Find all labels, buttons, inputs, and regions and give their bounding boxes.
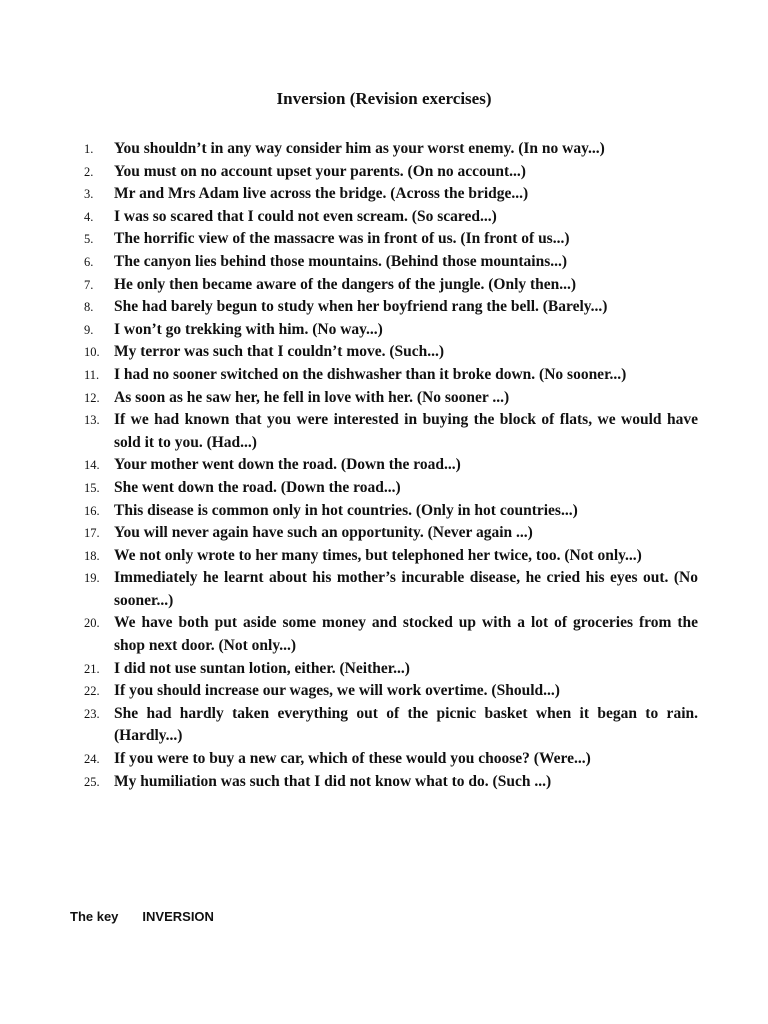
exercise-text: As soon as he saw her, he fell in love with her. (No sooner ...) xyxy=(114,388,510,406)
exercise-text: My terror was such that I couldn’t move. (Such...) xyxy=(114,343,445,361)
exercise-item xyxy=(84,771,698,794)
exercise-text: I won’t go trekking with him. (No way...) xyxy=(114,320,383,338)
exercise-text: If we had known that you were interested in buying the block of flats, we would have sold it to you. (Had...) xyxy=(114,411,698,451)
exercise-item xyxy=(84,567,698,612)
exercise-number: 4. xyxy=(84,209,94,224)
exercise-number: 20. xyxy=(84,616,100,631)
exercise-text: She had hardly taken everything out of the picnic basket when it began to rain. (Hardly...) xyxy=(114,704,698,745)
exercise-item xyxy=(84,274,698,297)
exercise-item xyxy=(84,206,698,229)
exercise-text: We have both put aside some money and stocked up with a lot of groceries from the shop next door. (Not only...) xyxy=(114,614,698,655)
exercise-item xyxy=(84,387,698,410)
exercise-item xyxy=(84,748,698,771)
exercise-number: 17. xyxy=(84,526,100,541)
exercise-text: She had barely begun to study when her boyfriend rang the bell. (Barely...) xyxy=(114,298,608,316)
exercise-number: 6. xyxy=(84,254,94,269)
exercise-number: 2. xyxy=(84,164,94,179)
exercise-item xyxy=(84,296,698,319)
exercise-number: 24. xyxy=(84,752,100,767)
exercise-item xyxy=(84,409,698,454)
exercise-number: 13. xyxy=(84,413,100,428)
exercise-item xyxy=(84,612,698,657)
exercise-number: 11. xyxy=(84,367,100,382)
answer-key-title: INVERSION xyxy=(142,909,214,924)
exercise-text: The canyon lies behind those mountains. (Behind those mountains...) xyxy=(114,252,568,270)
exercise-item xyxy=(84,183,698,206)
exercise-item xyxy=(84,703,698,748)
exercise-text: You will never again have such an opportunity. (Never again ...) xyxy=(114,524,533,542)
exercise-item xyxy=(84,364,698,387)
exercise-item xyxy=(84,228,698,251)
exercise-number: 1. xyxy=(84,142,94,156)
exercise-number: 5. xyxy=(84,232,94,247)
exercise-text: She went down the road. (Down the road...) xyxy=(114,478,401,496)
exercise-text: I did not use suntan lotion, either. (Neither...) xyxy=(114,659,410,677)
exercise-number: 8. xyxy=(84,300,94,315)
exercise-text: My humiliation was such that I did not know what to do. (Such ...) xyxy=(114,772,552,790)
exercise-number: 3. xyxy=(84,187,94,202)
exercise-text: We not only wrote to her many times, but telephoned her twice, too. (Not only...) xyxy=(114,546,642,564)
exercise-number: 25. xyxy=(84,774,100,789)
exercise-item xyxy=(84,658,698,681)
exercise-item xyxy=(84,251,698,274)
exercise-text: Immediately he learnt about his mother’s incurable disease, he cried his eyes out. (No sooner...) xyxy=(114,569,698,609)
exercise-text: You shouldn’t in any way consider him as your worst enemy. (In no way...) xyxy=(114,140,605,157)
exercise-text: You must on no account upset your parents. (On no account...) xyxy=(114,162,526,180)
exercise-text: I had no sooner switched on the dishwasher than it broke down. (No sooner...) xyxy=(114,365,627,383)
exercise-item xyxy=(84,500,698,523)
exercise-text: The horrific view of the massacre was in front of us. (In front of us...) xyxy=(114,230,570,248)
exercise-text: If you were to buy a new car, which of these would you choose? (Were...) xyxy=(114,750,591,768)
exercise-number: 22. xyxy=(84,684,100,699)
exercise-item xyxy=(84,161,698,184)
exercise-number: 14. xyxy=(84,458,100,473)
exercise-text: I was so scared that I could not even scream. (So scared...) xyxy=(114,207,497,225)
exercise-number: 15. xyxy=(84,480,100,495)
exercise-number: 12. xyxy=(84,390,100,405)
exercise-text: Mr and Mrs Adam live across the bridge. (Across the bridge...) xyxy=(114,185,529,203)
exercise-text: This disease is common only in hot countries. (Only in hot countries...) xyxy=(114,501,578,519)
exercise-number: 19. xyxy=(84,571,100,586)
exercise-number: 18. xyxy=(84,548,100,563)
exercise-item xyxy=(84,522,698,545)
exercise-item xyxy=(84,680,698,703)
exercise-item xyxy=(84,341,698,364)
exercise-text: He only then became aware of the dangers of the jungle. (Only then...) xyxy=(114,275,577,293)
exercise-item xyxy=(84,138,698,161)
exercise-number: 10. xyxy=(84,345,100,360)
exercise-number: 23. xyxy=(84,706,100,721)
exercise-list xyxy=(84,138,698,793)
document-title: Inversion (Revision exercises) xyxy=(276,89,492,108)
exercise-number: 9. xyxy=(84,322,94,337)
answer-key-heading xyxy=(70,909,214,924)
exercise-item xyxy=(84,319,698,342)
exercise-text: Your mother went down the road. (Down the road...) xyxy=(114,456,461,474)
exercise-item xyxy=(84,477,698,500)
exercise-number: 7. xyxy=(84,277,94,292)
exercise-item xyxy=(84,454,698,477)
exercise-number: 21. xyxy=(84,661,100,676)
exercise-text: If you should increase our wages, we will work overtime. (Should...) xyxy=(114,682,560,700)
answer-key-label: The key xyxy=(70,909,119,924)
exercise-item xyxy=(84,545,698,568)
exercise-number: 16. xyxy=(84,503,100,518)
